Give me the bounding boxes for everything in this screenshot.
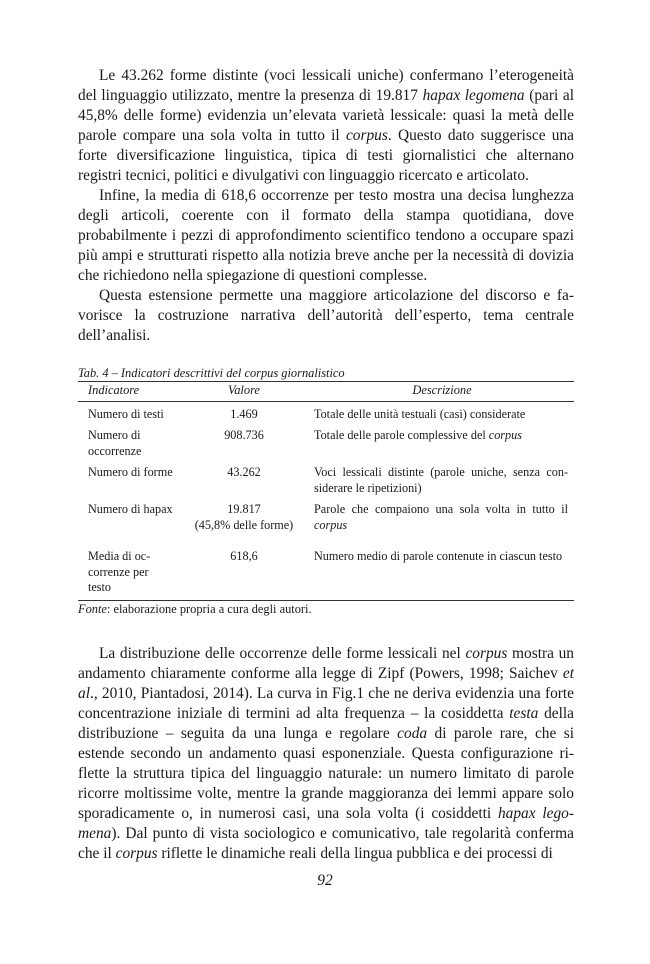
table-header-row [78,382,574,402]
cell-indicator: Numero di forme [88,465,173,479]
cell-value: 618,6 [230,549,258,563]
table-source [78,602,574,617]
cell-description: Totale delle parole complessive del corpus [314,428,522,442]
cell-indicator: Numero di testi [88,406,164,421]
cell-value: 19.817 (45,8% delle forme) [194,502,294,532]
page-number: 92 [317,872,333,889]
cell-indicator: Numero di occorrenze [88,428,142,458]
table-body [78,401,574,600]
cell-description: Numero medio di parole contenute in ciascun testo [314,549,563,563]
cell-value: 908.736 [224,428,264,442]
table-caption: Tab. 4 – Indicatori descrittivi del corpus giornalistico [78,366,345,380]
source-text: : elaborazione propria a cura degli autori. [106,601,312,616]
cell-value: 1.469 [230,406,258,421]
cell-value: 43.262 [227,465,261,479]
table-row [78,401,574,426]
paragraphs-before [78,66,574,346]
source-label: Fonte [78,601,107,616]
header-indicator: Indicatore [78,382,178,402]
paragraph-1: Le 43.262 forme distinte (voci lessicali uniche) confermano l’eterogeneità del linguaggio utilizzato, mentre la presenza di 19.817 hapax legomena (pari al 45,8% delle forme) evidenzia un’elevata varietà lessicale: quasi la metà delle parole compare una sola volta in tutto il corpus. Questo dato suggerisce una forte diversificazione linguistica, tipica di testi giornalistici che alternano registri tecnici, politici e divulgativi con linguaggio ricercato e articolato. [78,67,574,184]
indicators-table [78,381,574,601]
header-description: Descrizione [310,382,574,402]
table-row [78,500,574,547]
cell-description: Parole che compaiono una sola volta in tutto il corpus [314,502,568,532]
cell-indicator: Numero di hapax [88,502,173,516]
paragraph-2: Infine, la media di 618,6 occorrenze per testo mostra una decisa lunghezza degli articoli, coerente con il formato della stampa quotidiana, dove probabilmente i pezzi di approfondimento scientifico tendono a occupare spazi più ampi e strutturati rispetto alla notizia breve anche per la necessità di dovizia che richiedono nella spiegazione di questioni complesse. [78,187,574,284]
cell-description: Totale delle unità testuali (casi) considerate [314,406,526,421]
paragraphs-after [78,644,574,864]
cell-indicator: Media di occorrenze per testo [88,549,151,594]
table-block [78,366,574,617]
cell-description: Voci lessicali distinte (parole uniche, senza considerare le ripetizioni) [314,465,568,495]
table-row [78,426,574,463]
table-row [78,463,574,500]
header-value: Valore [178,382,310,402]
paragraph-4: La distribuzione delle occorrenze delle forme lessicali nel corpus mostra un andamento chiaramente conforme alla legge di Zipf (Powers, 1998; Saichev et al., 2010, Piantadosi, 2014). La curva in Fig.1 che ne deriva evidenzia una forte concentrazione iniziale di termini ad alta frequenza – la cosiddetta testa della distribuzione – seguita da una lunga e regolare coda di parole rare, che si estende secondo un andamento quasi esponenziale. Questa configurazione riflette la struttura tipica del linguaggio naturale: un numero limitato di parole ricorre moltissime volte, mentre la grande maggioranza dei lemmi appare solo sporadicamente o, in numerosi casi, una sola volta (i cosiddetti hapax legomena). Dal punto di vista sociologico e comunicativo, tale regolarità conferma che il corpus riflette le dinamiche reali della lingua pubblica e dei processi di [78,644,574,862]
page-body [78,66,574,864]
table-row [78,547,574,600]
paragraph-3: Questa estensione permette una maggiore articolazione del discorso e favorisce la costruzione narrativa dell’autorità dell’esperto, tema centrale dell’analisi. [78,287,574,344]
